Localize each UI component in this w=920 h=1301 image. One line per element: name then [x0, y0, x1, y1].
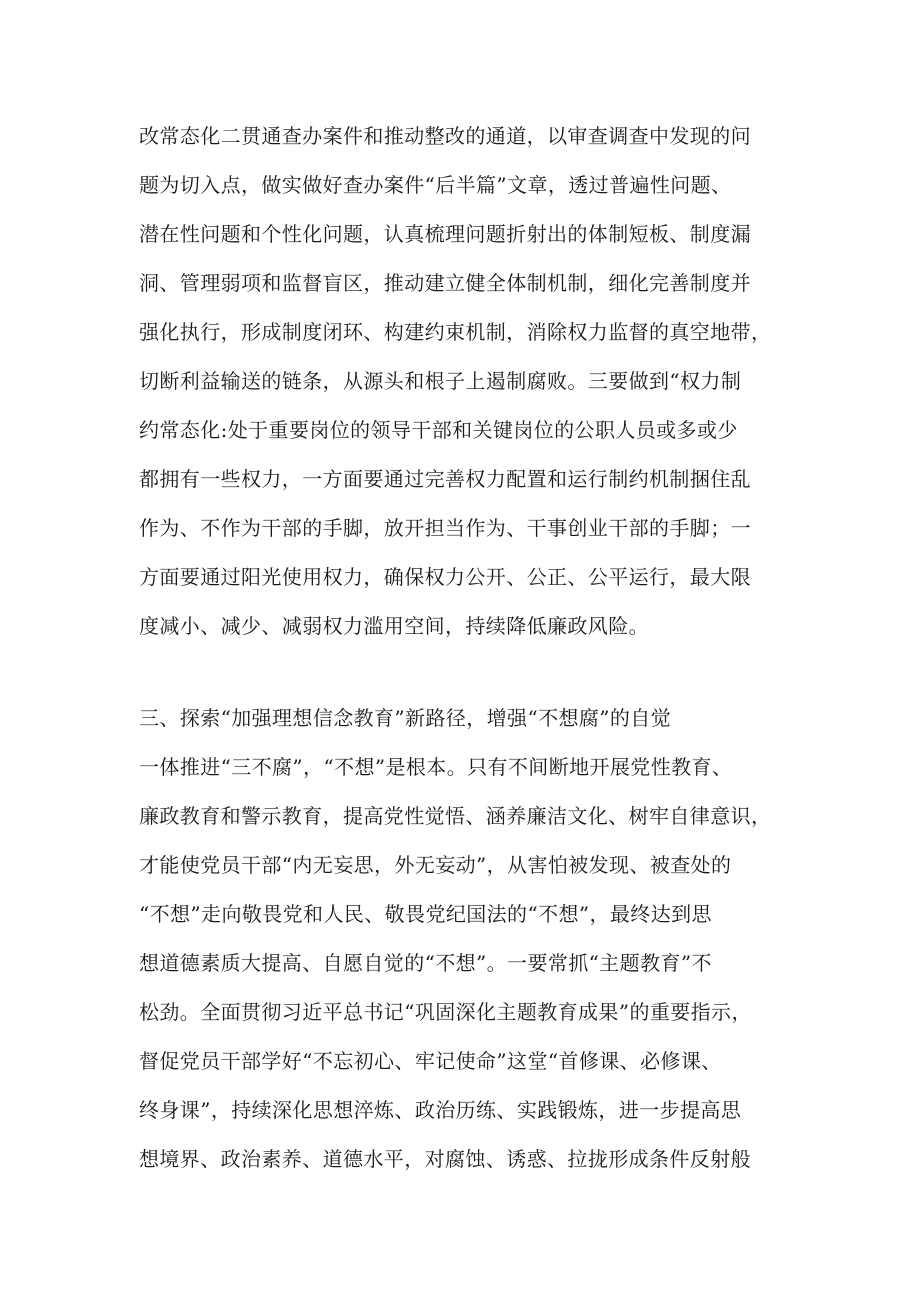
body-line: 强化执行，形成制度闭环、构建约束机制，消除权力监督的真空地带， [139, 320, 772, 344]
body-line: 想道德素质大提高、自愿自觉的“不想”。一要常抓“主题教育”不 [139, 951, 712, 975]
body-line: 廉政教育和警示教育，提高党性觉悟、涵养廉洁文化、树牢自律意识， [139, 804, 772, 828]
body-line: 才能使党员干部“内无妄思，外无妄动”，从害怕被发现、被查处的 [139, 853, 732, 877]
body-line: 切断利益输送的链条，从源头和根子上遏制腐败。三要做到“权力制 [139, 369, 742, 393]
body-line: 方面要通过阳光使用权力，确保权力公开、公正、公平运行，最大限 [139, 565, 751, 589]
body-line: 终身课”，持续深化思想淬炼、政治历练、实践锻炼，进一步提高思 [139, 1098, 742, 1122]
body-line: 度减小、减少、减弱权力滥用空间，持续降低廉政风险。 [139, 614, 649, 638]
body-line: “不想”走向敬畏党和人民、敬畏党纪国法的“不想”，最终达到思 [139, 902, 712, 926]
body-line: 作为、不作为干部的手脚，放开担当作为、干事创业干部的手脚；一 [139, 516, 751, 540]
body-line: 一体推进“三不腐”，“不想”是根本。只有不间断地开展党性教育、 [139, 755, 733, 779]
body-line: 约常态化:处于重要岗位的领导干部和关键岗位的公职人员或多或少 [139, 418, 738, 442]
body-line: 都拥有一些权力，一方面要通过完善权力配置和运行制约机制捆住乱 [139, 467, 751, 491]
body-line: 督促党员干部学好“不忘初心、牢记使命”这堂“首修课、必修课、 [139, 1049, 722, 1073]
body-line: 松劲。全面贯彻习近平总书记“巩固深化主题教育成果”的重要指示， [139, 1000, 752, 1024]
section-heading: 三、探索“加强理想信念教育”新路径，增强“不想腐”的自觉 [139, 706, 672, 730]
body-line: 想境界、政治素养、道德水平，对腐蚀、诱惑、拉拢形成条件反射般 [139, 1147, 751, 1171]
body-line: 改常态化二贯通查办案件和推动整改的通道，以审查调查中发现的问 [139, 124, 751, 148]
body-line: 潜在性问题和个性化问题，认真梳理问题折射出的体制短板、制度漏 [139, 222, 751, 246]
body-line: 题为切入点，做实做好查办案件“后半篇”文章，透过普遍性问题、 [139, 173, 732, 197]
body-line: 洞、管理弱项和监督盲区，推动建立健全体制机制，细化完善制度并 [139, 271, 751, 295]
